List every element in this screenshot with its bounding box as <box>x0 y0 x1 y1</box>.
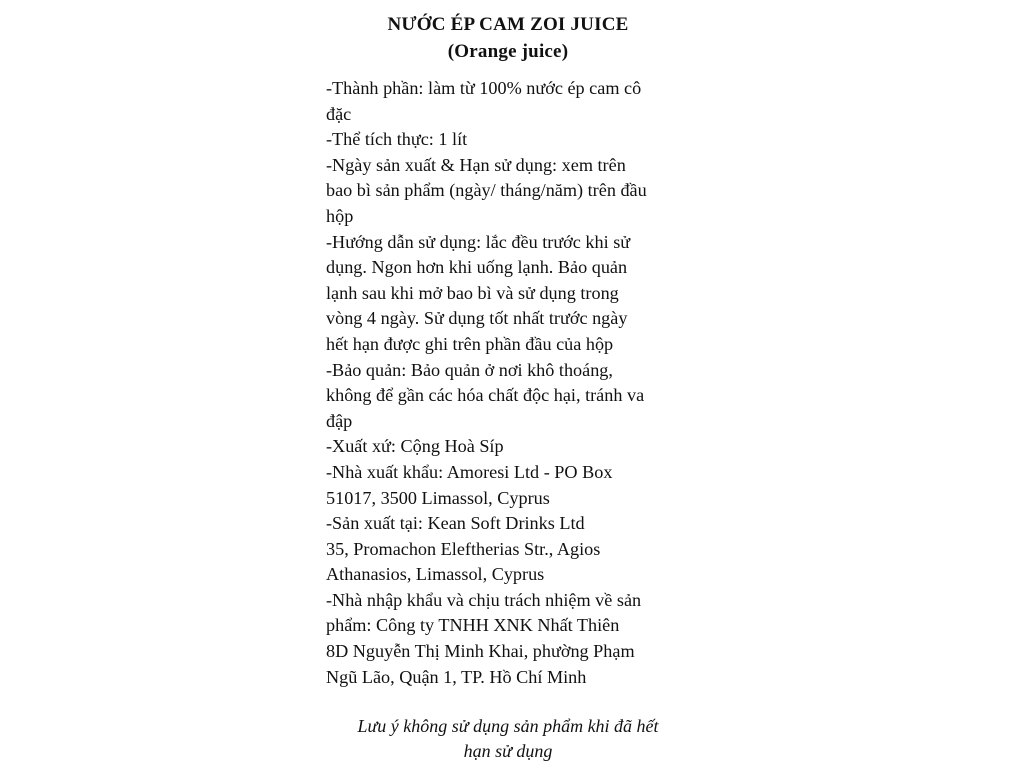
info-line: 35, Promachon Eleftherias Str., Agios <box>326 538 601 559</box>
info-line: -Bảo quản: Bảo quản ở nơi khô thoáng, <box>326 359 613 380</box>
product-info-text <box>318 76 698 690</box>
info-line: -Ngày sản xuất & Hạn sử dụng: xem trên <box>326 154 626 175</box>
note-line: Lưu ý không sử dụng sản phẩm khi đã hết <box>357 716 659 737</box>
expiry-warning-note <box>318 714 698 764</box>
product-subtitle: (Orange juice) <box>447 41 569 62</box>
info-line: hết hạn được ghi trên phần đầu của hộp <box>326 333 614 354</box>
info-line: đặc <box>326 103 352 124</box>
info-line: Athanasios, Limassol, Cyprus <box>326 564 545 585</box>
info-line: bao bì sản phẩm (ngày/ tháng/năm) trên đầu <box>326 180 647 201</box>
info-line: dụng. Ngon hơn khi uống lạnh. Bảo quản <box>326 257 628 278</box>
info-line: -Sản xuất tại: Kean Soft Drinks Ltd <box>326 513 585 534</box>
info-line: -Nhà nhập khẩu và chịu trách nhiệm về sản <box>326 589 642 610</box>
info-line: -Xuất xứ: Cộng Hoà Síp <box>326 436 504 457</box>
info-line: 51017, 3500 Limassol, Cyprus <box>326 487 550 508</box>
info-line: -Thể tích thực: 1 lít <box>326 129 468 150</box>
info-line: -Hướng dẫn sử dụng: lắc đều trước khi sử <box>326 231 631 252</box>
info-line: không để gần các hóa chất độc hại, tránh va <box>326 385 645 406</box>
info-line: -Nhà xuất khẩu: Amoresi Ltd - PO Box <box>326 461 613 482</box>
info-line: lạnh sau khi mở bao bì và sử dụng trong <box>326 282 619 303</box>
info-line: phẩm: Công ty TNHH XNK Nhất Thiên <box>326 615 620 636</box>
info-line: 8D Nguyễn Thị Minh Khai, phường Phạm <box>326 641 635 662</box>
note-line: hạn sử dụng <box>463 741 553 762</box>
info-line: Ngũ Lão, Quận 1, TP. Hồ Chí Minh <box>326 666 587 687</box>
product-title: NƯỚC ÉP CAM ZOI JUICE <box>387 14 629 35</box>
info-line: hộp <box>326 205 354 226</box>
info-line: vòng 4 ngày. Sử dụng tốt nhất trước ngày <box>326 308 628 329</box>
info-line: -Thành phần: làm từ 100% nước ép cam cô <box>326 78 642 98</box>
info-line: đập <box>326 410 353 431</box>
product-label <box>318 8 698 763</box>
